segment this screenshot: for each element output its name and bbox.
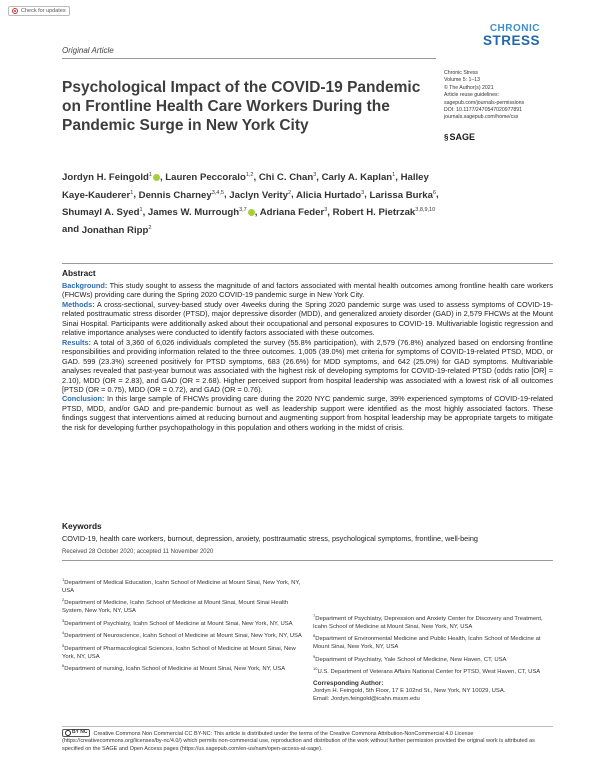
abstract-results <box>62 338 553 395</box>
sage-icon: § <box>444 132 449 142</box>
affiliation <box>62 662 302 674</box>
check-updates-icon <box>12 8 18 14</box>
affiliation-text: Department of Pharmacological Sciences, Icahn School of Medicine at Mount Sinai, New York, NY, USA <box>62 645 296 660</box>
article-type: Original Article <box>62 46 114 55</box>
affiliation-text: Department of Neuroscience, Icahn School of Medicine at Mount Sinai, New York, NY, USA <box>64 633 302 640</box>
author <box>260 207 328 218</box>
author <box>82 225 152 236</box>
author-affiliation-ref: 3 <box>361 189 365 196</box>
logo-top-text: CHRONIC <box>489 23 540 34</box>
meta-line: Volume 5: 1–13 <box>444 77 481 84</box>
author-name: Jordyn H. Feingold <box>62 172 149 184</box>
author <box>229 190 291 201</box>
license-divider <box>62 726 553 727</box>
affiliation-text: Department of Psychiatry, Yale School of Medicine, New Haven, CT, USA <box>315 656 507 663</box>
author <box>259 172 316 183</box>
affiliation <box>313 665 553 677</box>
section-text: In this large sample of FHCWs providing care during the 2020 NYC pandemic surge, 39% experienced symptoms of COVID-19-related PTSD, MDD, and/or GAD and pre-pandemic burnout as well as leadership support were identified as the most highly associated factors. These findings suggest that interventions aimed at reducing burnout and augmenting support from hospital leadership may be appropriate targets to mitigate the risk for developing further psychopathology in this population and others working in the midst of crisis. <box>62 394 553 432</box>
meta-line: Chronic Stress <box>444 70 479 76</box>
keywords-heading: Keywords <box>62 521 102 531</box>
corresponding-heading: Corresponding Author: <box>313 680 384 688</box>
author <box>139 190 224 201</box>
author-list: Jordyn H. Feingold$^1$ , Lauren Peccoralo$^{1,2}$, Chi C. Chan$^3$, Carly A. Kaplan$^1$, Halley Kaye-Kauderer$^1$, Dennis Charney$^{3,4,5}$, Jaclyn Verity$^2$, Alicia Hurtado$^3$, Larissa Burka$^6$, Shumayl A. Syed$^1$, James W. Murrough$^{3,7}$ , Adriana Feder$^3$, Robert H. Pietrzak$^{3,8,9,10}$ and Jonathan Ripp$^2$ <box>62 172 439 236</box>
meta-link[interactable]: sagepub.com/journals-permissions <box>444 99 525 106</box>
author-affiliation-ref: 1 <box>392 172 396 178</box>
affiliation-number: 10 <box>313 666 318 672</box>
affiliation-text: Department of Environmental Medicine and Public Health, Icahn School of Medicine at Mount Sinai, New York, NY, USA <box>313 636 541 651</box>
affiliation-number: 4 <box>62 630 65 636</box>
author-name: Larissa Burka <box>369 189 433 201</box>
author-affiliation-ref: 1 <box>139 206 143 213</box>
author <box>369 190 436 201</box>
author <box>296 190 364 201</box>
author-affiliation-ref: 6 <box>432 189 436 196</box>
orcid-icon[interactable] <box>248 209 255 216</box>
author-name: Carly A. Kaplan <box>321 172 393 184</box>
author-affiliation-ref: 1,2 <box>245 172 254 178</box>
author-name: Dennis Charney <box>138 189 212 201</box>
affiliation-number: 3 <box>62 617 65 623</box>
publisher-logo <box>444 132 475 142</box>
author-name: Jaclyn Verity <box>229 189 288 201</box>
affiliation <box>313 632 553 652</box>
abstract-background <box>62 281 553 300</box>
affiliation <box>62 617 302 629</box>
check-for-updates-badge[interactable] <box>8 6 70 16</box>
cc-icon <box>65 730 71 736</box>
affiliation-text: Department of Psychiatry, Icahn School of Medicine at Mount Sinai, New York, NY, USA <box>64 620 293 627</box>
author <box>62 172 160 183</box>
orcid-icon[interactable] <box>153 174 160 181</box>
section-label: Background: <box>62 281 108 290</box>
author-affiliation-ref: 1 <box>130 189 134 196</box>
author <box>148 207 255 218</box>
abstract-methods <box>62 300 553 338</box>
logo-bottom-text: STRESS <box>482 33 540 48</box>
affiliation-number: 2 <box>62 597 65 603</box>
section-label: Results: <box>62 337 91 347</box>
author-name: James W. Murrough <box>147 207 240 219</box>
author-name: Alicia Hurtado <box>296 189 362 201</box>
section-text: This study sought to assess the magnitude of and factors associated with mental health outcomes among frontline health care workers (FHCWs) providing care during the Spring 2020 COVID-19 pandemic surge in New York City. <box>62 281 553 300</box>
affiliation-number: 6 <box>62 663 65 669</box>
affiliation-text: Department of Medicine, Icahn School of Medicine at Mount Sinai, Mount Sinai Health System, New York, NY, USA <box>62 600 289 615</box>
affiliation-text: Department of Medical Education, Icahn School of Medicine at Mount Sinai, New York, NY, USA <box>62 579 301 594</box>
author-affiliation-ref: 3 <box>324 206 328 213</box>
author-affiliation-ref: 1 <box>148 172 152 178</box>
author-name: Adriana Feder <box>259 207 325 219</box>
affiliation-number: 1 <box>62 577 65 582</box>
meta-link[interactable]: journals.sagepub.com/home/css <box>444 114 519 121</box>
meta-line: © The Author(s) 2021 <box>444 84 494 91</box>
section-label: Methods: <box>62 299 95 309</box>
received-dates: Received 28 October 2020; accepted 11 November 2020 <box>62 549 214 555</box>
author-affiliation-ref: 2 <box>287 189 292 196</box>
affiliation-number: 7 <box>313 613 316 618</box>
corresponding-address: Jordyn H. Feingold, 5th Floor, 17 E 102nd St., New York, NY 10029, USA. <box>313 688 506 694</box>
header-divider <box>62 58 436 59</box>
keywords-text: COVID-19, health care workers, burnout, depression, anxiety, posttraumatic stress, psychological symptoms, frontline, well-being <box>62 534 478 543</box>
abstract-divider <box>62 263 553 264</box>
affiliation-text: Department of nursing, Icahn School of Medicine at Mount Sinai, New York, NY, USA <box>64 666 286 673</box>
affiliations-left <box>62 576 302 675</box>
affiliation-list <box>313 612 553 677</box>
author <box>333 207 436 218</box>
publisher-name: SAGE <box>449 132 475 142</box>
author-name: Jonathan Ripp <box>81 224 149 236</box>
section-text: A total of 3,360 of 6,026 individuals completed the survey (55.8% participation), with 2,579 (76.8%) analyzed based on endorsing frontline responsibilities and providing information related to the three outcomes. 1,005 (39.0%) met criteria for symptoms of COVID-19-related PTSD, MDD, or GAD. 599 (23.3%) screened positively for PTSD symptoms, 683 (26.6%) for MDD symptoms, and 642 (25.0%) for GAD symptoms. Multivariable analyses revealed that past-year burnout was associated with the highest risk of developing symptoms for COVID-19-related PTSD (odds ratio [OR] = 2.10), MDD (OR = 2.83), and GAD (OR = 2.68). Higher perceived support from hospital leadership was associated with a lowest risk of all outcomes [PTSD (OR = 0.75), MDD (OR = 0.72), and GAD (OR = 0.76). <box>62 337 553 394</box>
license-text: Creative Commons Non Commercial CC BY-NC: This article is distributed under the terms of the Creative Commons Attribution-NonCommercial 4.0 License (https://creativecommons.org/licenses/by-nc/4.0/) which permits non-commercial use, reproduction and distribution of the work without further permission provided the original work is attributed as specified on the SAGE and Open Access pages (https://us.sagepub.com/en-us/nam/open-access-at-sage). <box>62 731 535 752</box>
affiliation-text: Department of Psychiatry, Depression and Anxiety Center for Discovery and Treatment, Icahn School of Medicine at Mount Sinai, New York, NY, USA <box>313 615 543 630</box>
affiliation <box>62 629 302 641</box>
meta-line: Article reuse guidelines: <box>444 92 500 99</box>
corresponding-email[interactable]: Email: Jordyn.feingold@icahn.mssm.edu <box>313 695 420 702</box>
affiliation-number: 5 <box>62 642 65 648</box>
section-label: Conclusion: <box>62 394 105 404</box>
author-affiliation-ref: 3,7 <box>239 206 247 213</box>
cc-badge-label: BY NC <box>72 729 88 736</box>
section-text: A cross-sectional, survey-based study over 4weeks during the Spring 2020 pandemic surge was used to assess symptoms of COVID-19-related posttraumatic stress disorder (PTSD), major depressive disorder (MDD), and generalized anxiety disorder (GAD) in 2,579 FHCWs at the Mount Sinai Hospital. Participants were additionally asked about their occupational and personal exposures to COVID-19. Multivariable logistic regression and relative importance analyses were conducted to identify factors associated with these outcomes. <box>62 299 553 338</box>
author-affiliation-ref: 3,8,9,10 <box>415 206 436 213</box>
affiliation-text: U.S. Department of Veterans Affairs National Center for PTSD, West Haven, CT, USA <box>317 669 541 676</box>
journal-logo <box>483 24 540 48</box>
affiliation <box>313 653 553 665</box>
abstract-heading: Abstract <box>62 268 96 278</box>
check-updates-label: Check for updates <box>21 8 66 14</box>
author-name: Halley Kaye-Kauderer <box>62 172 429 201</box>
article-title: Psychological Impact of the COVID-19 Pandemic on Frontline Health Care Workers During the Pandemic Surge in New York City <box>62 79 421 134</box>
author-name: Robert H. Pietrzak <box>332 207 416 219</box>
author <box>165 172 253 183</box>
journal-meta <box>444 70 524 122</box>
affiliation <box>62 576 302 596</box>
abstract-conclusion <box>62 394 553 432</box>
author <box>62 207 143 218</box>
footnote-divider <box>62 560 553 561</box>
author-affiliation-ref: 2 <box>148 224 152 231</box>
author-name: Chi C. Chan <box>258 172 314 184</box>
author-affiliation-ref: 3,4,5 <box>211 189 224 196</box>
affiliation-number: 9 <box>313 653 316 659</box>
author-affiliation-ref: 3 <box>313 172 317 178</box>
author-name: Shumayl A. Syed <box>62 207 140 219</box>
license-notice <box>62 729 553 753</box>
affiliation-number: 8 <box>313 633 316 639</box>
affiliation <box>62 642 302 662</box>
author <box>322 172 396 183</box>
meta-doi[interactable]: DOI: 10.1177/2470547020977891 <box>444 107 523 114</box>
author-name: Lauren Peccoralo <box>165 172 246 184</box>
cc-license-badge[interactable] <box>62 729 90 737</box>
affiliations-right <box>313 612 553 704</box>
abstract-body <box>62 281 553 432</box>
affiliation <box>313 612 553 632</box>
affiliation <box>62 596 302 616</box>
